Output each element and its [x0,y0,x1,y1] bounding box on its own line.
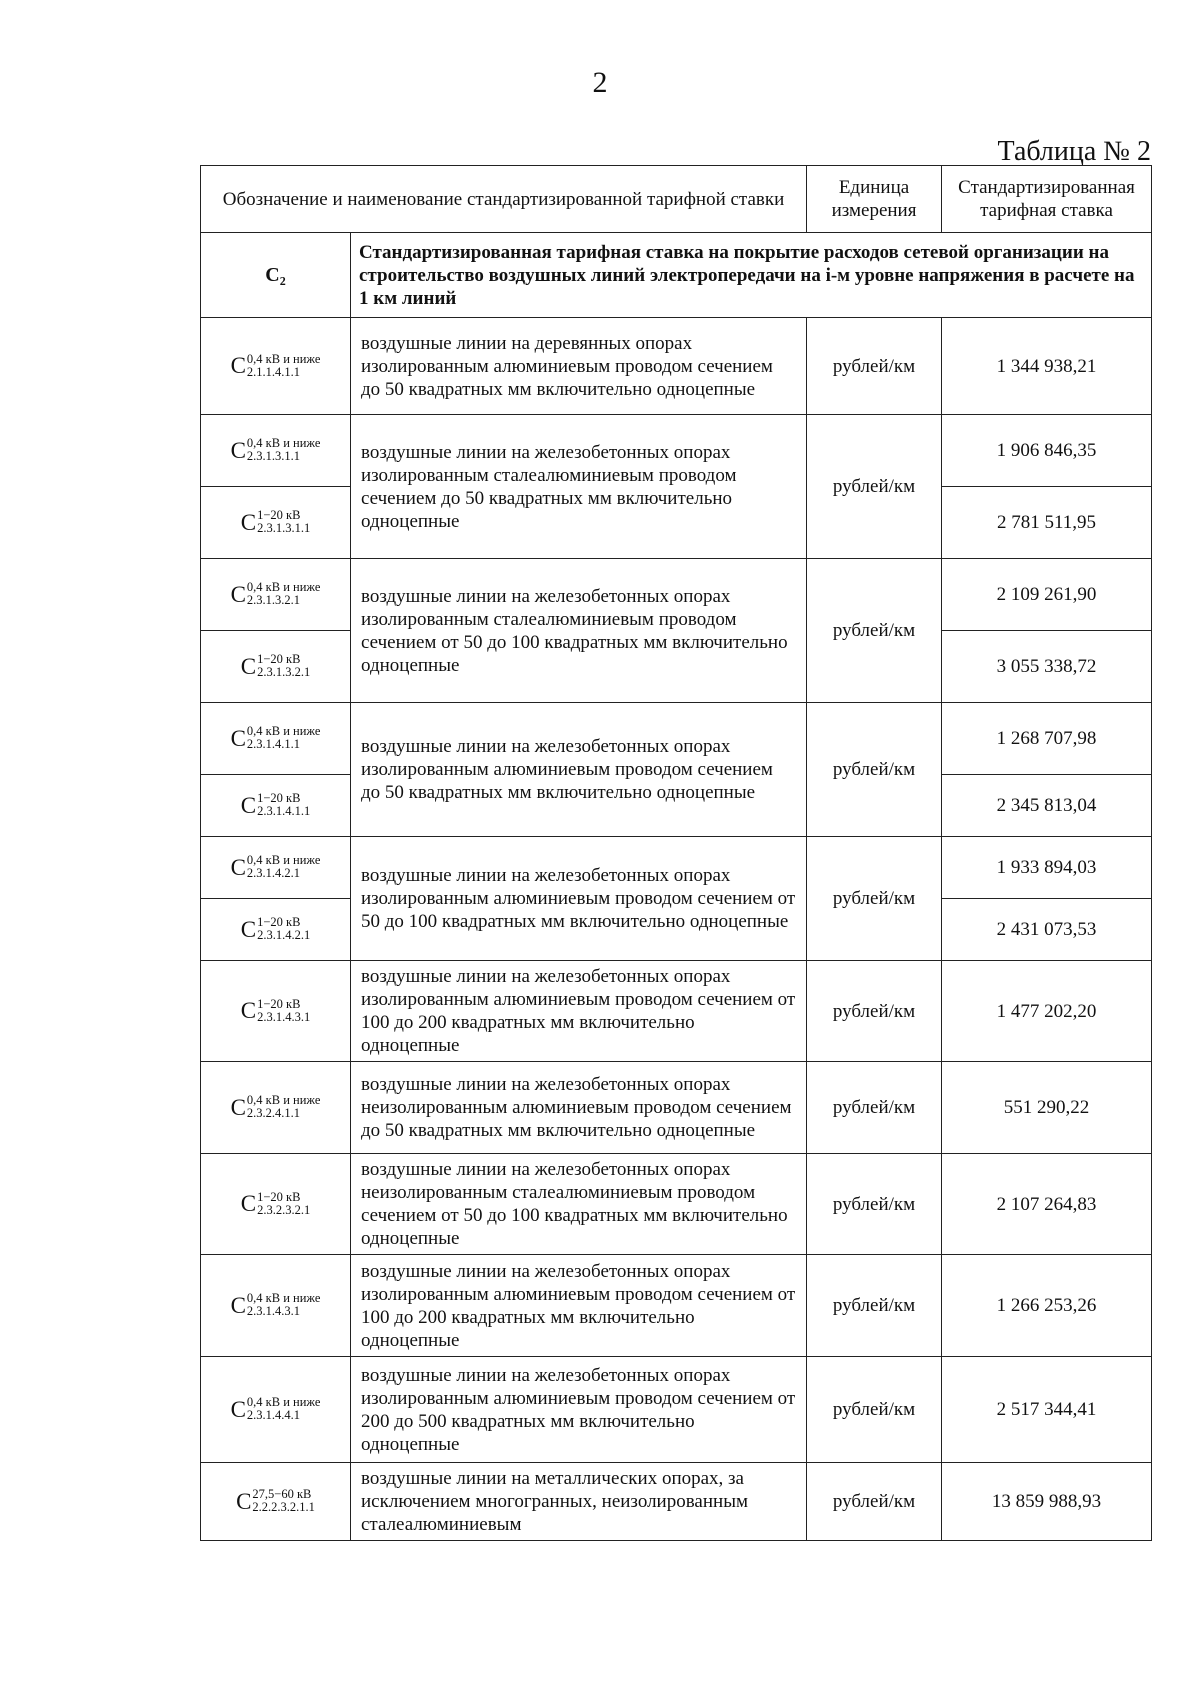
rate-value: 1 344 938,21 [942,318,1152,415]
rate-symbol-letter: C [230,1292,246,1318]
rate-code [201,1255,351,1357]
rate-voltage: 27,5−60 кВ [252,1487,312,1502]
rate-unit: рублей/км [807,703,942,837]
rate-code [201,703,351,775]
table-row [201,1463,1152,1541]
rate-symbol-letter: C [230,353,246,379]
rate-description: воздушные линии на деревянных опорах изолированным алюминиевым проводом сечением до 50 квадратных мм включительно одноцепные [351,318,807,415]
rate-value: 13 859 988,93 [942,1463,1152,1541]
rate-symbol [231,1094,321,1120]
rate-voltage: 0,4 кВ и ниже [246,1093,321,1108]
rate-code [201,1357,351,1463]
rate-code [201,631,351,703]
rate-index: 2.3.1.3.1.1 [246,449,301,464]
rate-symbol [231,1292,321,1318]
rate-unit: рублей/км [807,1154,942,1255]
rate-description: воздушные линии на железобетонных опорах изолированным алюминиевым проводом сечением до 50 квадратных мм включительно одноцепные [351,703,807,837]
rate-value: 2 517 344,41 [942,1357,1152,1463]
rate-code [201,1463,351,1541]
rate-description: воздушные линии на железобетонных опорах изолированным алюминиевым проводом сечением от 100 до 200 квадратных мм включительно одноцепные [351,961,807,1062]
rate-symbol-letter: C [230,854,246,880]
rate-voltage: 1−20 кВ [257,915,301,930]
header-unit: Единица измерения [807,166,942,233]
table-row [201,1062,1152,1154]
header-rate: Стандартизированная тарифная ставка [942,166,1152,233]
rate-symbol [241,998,310,1024]
table-row [201,318,1152,415]
rate-symbol [236,1488,315,1514]
rate-value: 2 431 073,53 [942,899,1152,961]
rate-index: 2.3.1.4.1.1 [257,804,311,819]
c2-symbol: C₂ [201,233,351,318]
table-row [201,1357,1152,1463]
rate-value: 2 781 511,95 [942,487,1152,559]
rate-symbol-letter: C [230,581,246,607]
rate-code [201,837,351,899]
rate-symbol [231,1396,321,1422]
rate-description: воздушные линии на железобетонных опорах изолированным сталеалюминиевым проводом сечением до 50 квадратных мм включительно одноцепные [351,415,807,559]
rate-unit: рублей/км [807,1062,942,1154]
rate-code [201,899,351,961]
rate-unit: рублей/км [807,961,942,1062]
rate-index: 2.3.1.4.2.1 [246,866,301,881]
rate-value: 551 290,22 [942,1062,1152,1154]
rate-symbol-letter: C [240,1191,257,1217]
tariff-table [200,165,1152,1541]
table-row [201,559,1152,631]
rate-code [201,318,351,415]
table-row [201,837,1152,899]
rate-index: 2.1.1.4.1.1 [246,364,301,379]
rate-index: 2.3.1.4.4.1 [246,1408,301,1423]
rate-voltage: 0,4 кВ и ниже [246,724,321,739]
rate-value: 2 345 813,04 [942,775,1152,837]
c2-description: Стандартизированная тарифная ставка на покрытие расходов сетевой организации на строительство воздушных линий электропередачи на i-м уровне напряжения в расчете на 1 км линий [351,233,1152,318]
rate-code [201,1154,351,1255]
table-header-row [201,166,1152,233]
rate-voltage: 0,4 кВ и ниже [246,351,321,366]
rate-symbol [241,792,310,818]
rate-code [201,487,351,559]
rate-voltage: 0,4 кВ и ниже [246,1395,321,1410]
rate-symbol-letter: C [230,1094,246,1120]
rate-unit: рублей/км [807,1357,942,1463]
rate-unit: рублей/км [807,1463,942,1541]
rate-voltage: 1−20 кВ [257,508,301,523]
rate-value: 1 266 253,26 [942,1255,1152,1357]
rate-code [201,775,351,837]
rate-index: 2.3.1.4.1.1 [246,737,301,752]
header-designation: Обозначение и наименование стандартизированной тарифной ставки [201,166,807,233]
rate-symbol-letter: C [230,1396,246,1422]
rate-description: воздушные линии на железобетонных опорах неизолированным алюминиевым проводом сечением до 50 квадратных мм включительно одноцепные [351,1062,807,1154]
rate-index: 2.3.1.3.2.1 [257,665,311,680]
rate-symbol [241,916,310,942]
rate-voltage: 1−20 кВ [257,791,301,806]
rate-symbol-letter: C [240,792,257,818]
rate-value: 1 268 707,98 [942,703,1152,775]
rate-value: 1 906 846,35 [942,415,1152,487]
rate-symbol-letter: C [230,725,246,751]
page-number: 2 [592,66,608,99]
rate-symbol-letter: C [230,437,246,463]
rate-symbol-letter: C [240,509,257,535]
rate-description: воздушные линии на железобетонных опорах изолированным сталеалюминиевым проводом сечением от 50 до 100 квадратных мм включительно одноцепные [351,559,807,703]
rate-symbol [231,437,321,463]
rate-unit: рублей/км [807,559,942,703]
table-label: Таблица № 2 [997,136,1151,167]
rate-index: 2.3.2.3.2.1 [257,1202,311,1217]
rate-index: 2.3.1.3.1.1 [257,521,311,536]
rate-symbol [231,353,321,379]
rate-voltage: 0,4 кВ и ниже [246,1291,321,1306]
rate-symbol [241,1191,310,1217]
rate-symbol-letter: C [236,1488,252,1514]
rate-index: 2.3.2.4.1.1 [246,1106,301,1121]
rate-unit: рублей/км [807,1255,942,1357]
rate-code [201,961,351,1062]
rate-value: 2 107 264,83 [942,1154,1152,1255]
rate-index: 2.3.1.4.2.1 [257,928,311,943]
rate-code [201,1062,351,1154]
rate-value: 1 477 202,20 [942,961,1152,1062]
rate-symbol [241,509,310,535]
rate-symbol [231,725,321,751]
rate-symbol-letter: C [240,916,257,942]
rate-index: 2.3.1.3.2.1 [246,593,301,608]
rate-value: 2 109 261,90 [942,559,1152,631]
rate-code [201,559,351,631]
rate-index: 2.3.1.4.3.1 [257,1009,311,1024]
rate-index: 2.2.2.3.2.1.1 [252,1500,315,1515]
rate-value: 3 055 338,72 [942,631,1152,703]
rate-voltage: 0,4 кВ и ниже [246,580,321,595]
rate-voltage: 0,4 кВ и ниже [246,436,321,451]
rate-description: воздушные линии на железобетонных опорах изолированным алюминиевым проводом сечением от 50 до 100 квадратных мм включительно одноцепные [351,837,807,961]
rate-symbol-letter: C [240,998,257,1024]
rate-value: 1 933 894,03 [942,837,1152,899]
rate-code [201,415,351,487]
rate-unit: рублей/км [807,415,942,559]
rate-description: воздушные линии на металлических опорах, за исключением многогранных, неизолированным сталеалюминиевым [351,1463,807,1541]
rate-description: воздушные линии на железобетонных опорах изолированным алюминиевым проводом сечением от 100 до 200 квадратных мм включительно одноцепные [351,1255,807,1357]
rate-description: воздушные линии на железобетонных опорах изолированным алюминиевым проводом сечением от 200 до 500 квадратных мм включительно одноцепные [351,1357,807,1463]
rate-symbol-letter: C [240,653,257,679]
table-row [201,961,1152,1062]
rate-symbol [231,581,321,607]
table-row [201,703,1152,775]
rate-index: 2.3.1.4.3.1 [246,1304,301,1319]
rate-unit: рублей/км [807,837,942,961]
rate-unit: рублей/км [807,318,942,415]
table-row [201,1255,1152,1357]
rate-voltage: 1−20 кВ [257,652,301,667]
rate-voltage: 0,4 кВ и ниже [246,853,321,868]
rate-description: воздушные линии на железобетонных опорах неизолированным сталеалюминиевым проводом сечением от 50 до 100 квадратных мм включительно одноцепные [351,1154,807,1255]
rate-symbol [231,854,321,880]
table-row [201,1154,1152,1255]
c2-row [201,233,1152,318]
table-row [201,415,1152,487]
rate-symbol [241,653,310,679]
rate-voltage: 1−20 кВ [257,1189,301,1204]
rate-voltage: 1−20 кВ [257,996,301,1011]
